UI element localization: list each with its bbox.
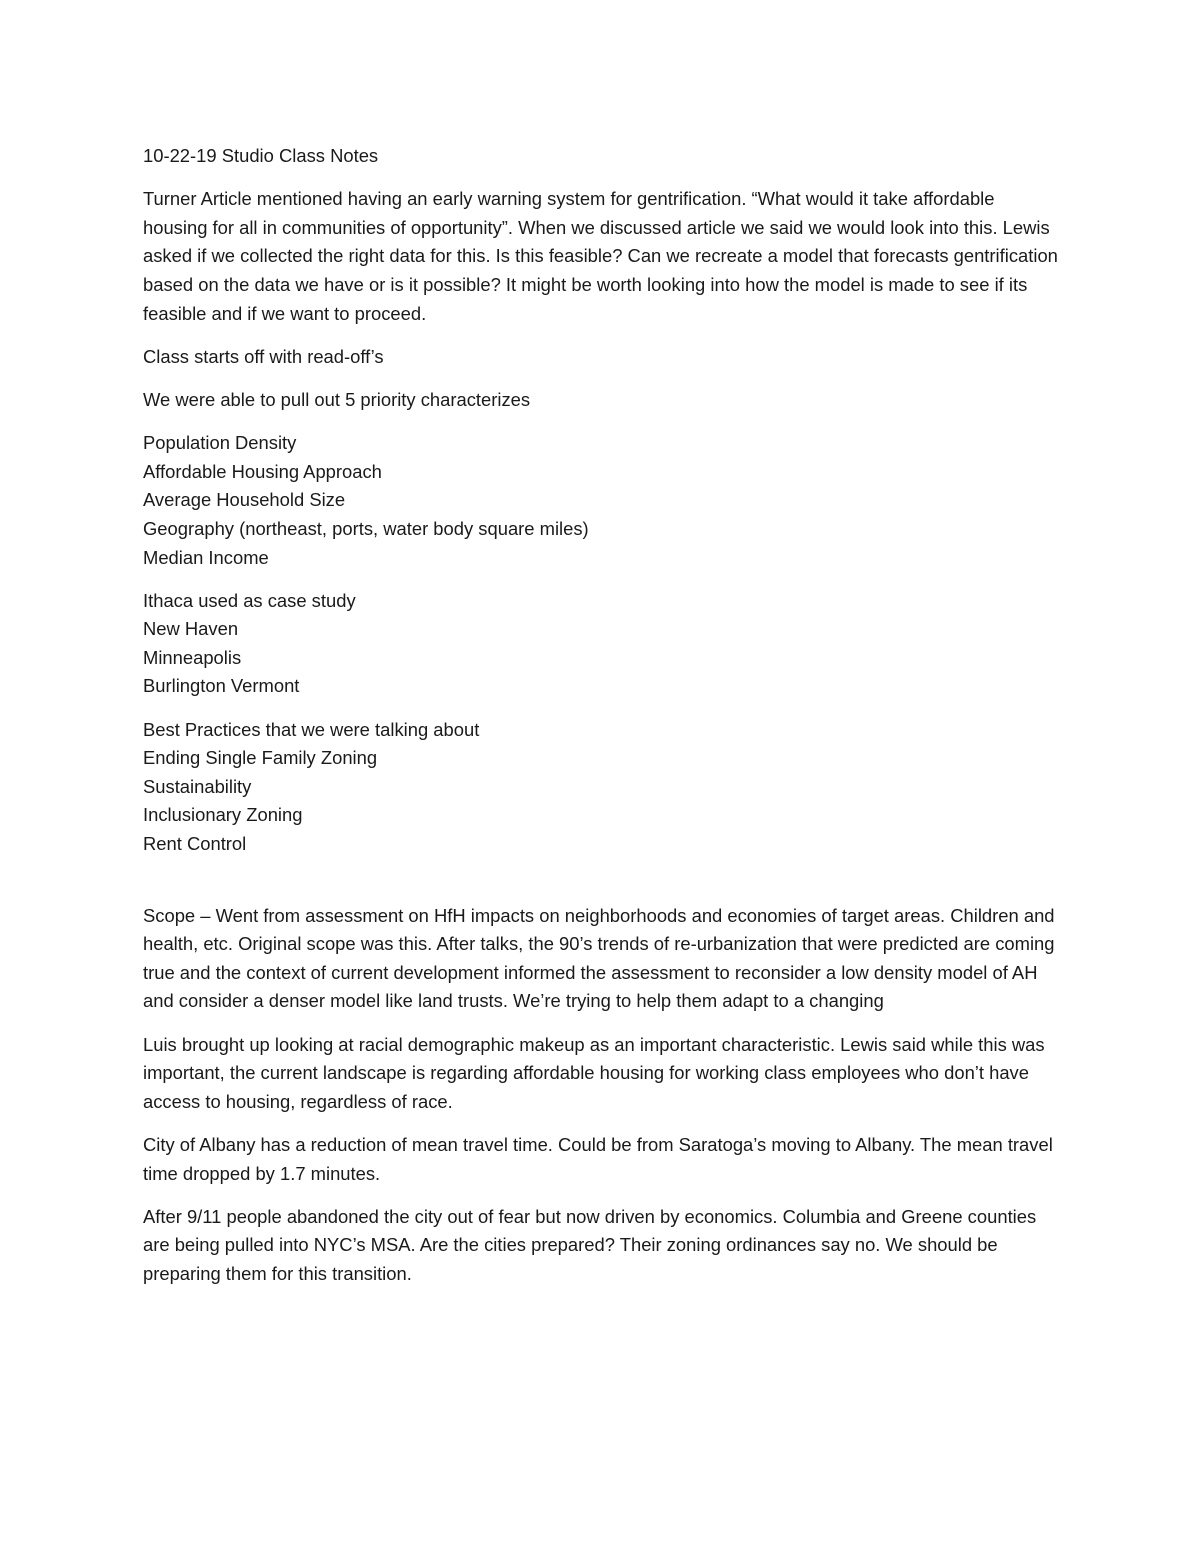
case-study-burlington: Burlington Vermont xyxy=(143,675,300,697)
albany-paragraph: City of Albany has a reduction of mean travel time. Could be from Saratoga’s moving to Albany. The mean travel time dropped by 1.7 minutes. xyxy=(143,1133,1053,1184)
priority-item-average-household-size: Average Household Size xyxy=(143,489,346,511)
priority-item-geography: Geography (northeast, ports, water body square miles) xyxy=(143,517,589,539)
class-start-line: Class starts off with read-off’s xyxy=(143,345,384,367)
priority-list xyxy=(143,429,1063,572)
case-study-ithaca: Ithaca used as case study xyxy=(143,589,356,611)
best-practices-heading: Best Practices that we were talking about xyxy=(143,718,480,740)
best-practice-sustainability: Sustainability xyxy=(143,775,252,797)
intro-paragraph: Turner Article mentioned having an early warning system for gentrification. “What would it take affordable housing for all in communities of opportunity”. When we discussed article we said we would look into this. Lewis asked if we collected the right data for this. Is this feasible? Can we recreate a model that forecasts gentrification based on the data we have or is it possible? It might be worth looking into how the model is made to see if its feasible and if we want to proceed. xyxy=(143,188,1058,324)
priority-intro-line: We were able to pull out 5 priority characterizes xyxy=(143,388,531,410)
priority-item-median-income: Median Income xyxy=(143,546,269,568)
document-title: 10-22-19 Studio Class Notes xyxy=(143,145,379,166)
case-study-list xyxy=(143,587,1063,701)
document-body xyxy=(143,142,1063,1303)
after-911-paragraph: After 9/11 people abandoned the city out of fear but now driven by economics. Columbia and Greene counties are being pulled into NYC’s MSA. Are the cities prepared? Their zoning ordinances say no. We should be preparing them for this transition. xyxy=(143,1205,1037,1284)
luis-paragraph: Luis brought up looking at racial demographic makeup as an important characteristic. Lewis said while this was important, the current landscape is regarding affordable housing for working class employees who don’t have access to housing, regardless of race. xyxy=(143,1033,1045,1112)
best-practice-rent-control: Rent Control xyxy=(143,833,247,855)
scope-paragraph: Scope – Went from assessment on HfH impacts on neighborhoods and economies of target areas. Children and health, etc. Original scope was this. After talks, the 90’s trends of re-urbanization that were predicted are coming true and the context of current development informed the assessment to reconsider a low density model of AH and consider a denser model like land trusts. We’re trying to help them adapt to a changing xyxy=(143,904,1055,1012)
case-study-new-haven: New Haven xyxy=(143,618,239,640)
best-practices-list xyxy=(143,716,1063,859)
case-study-minneapolis: Minneapolis xyxy=(143,646,242,668)
priority-item-population-density: Population Density xyxy=(143,432,297,454)
priority-item-affordable-housing-approach: Affordable Housing Approach xyxy=(143,460,382,482)
best-practice-ending-single-family-zoning: Ending Single Family Zoning xyxy=(143,747,378,769)
best-practice-inclusionary-zoning: Inclusionary Zoning xyxy=(143,804,303,826)
